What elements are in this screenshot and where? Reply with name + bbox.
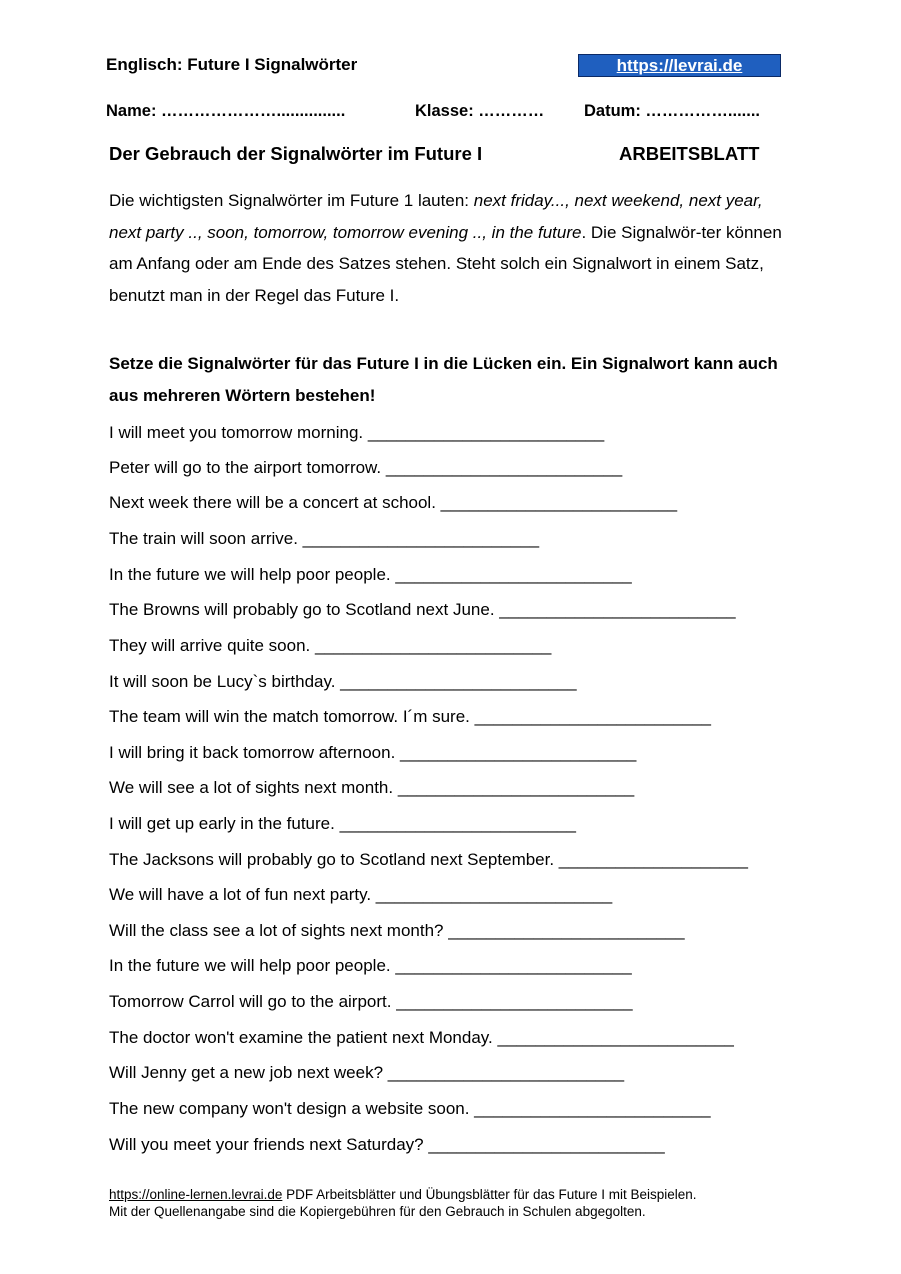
exercise-sentence-14: We will have a lot of fun next party. _________________________	[109, 885, 613, 904]
exercise-sentence-9: The team will win the match tomorrow. I´m sure. _________________________	[109, 707, 711, 726]
worksheet-label: ARBEITSBLATT	[619, 143, 760, 164]
footer-line-1	[109, 1186, 697, 1203]
footer-text-1: PDF Arbeitsblätter und Übungsblätter für das Future I mit Beispielen.	[282, 1187, 697, 1202]
exercise-sentence-7: They will arrive quite soon. _________________________	[109, 636, 552, 655]
exercise-sentence-16: In the future we will help poor people. _________________________	[109, 956, 632, 975]
exercise-sentence-1: I will meet you tomorrow morning. _________________________	[109, 423, 605, 442]
intro-text-1: Die wichtigsten Signalwörter im Future 1 lauten:	[109, 191, 474, 210]
footer-line-2: Mit der Quellenangabe sind die Kopiergebühren für den Gebrauch in Schulen abgegolten.	[109, 1204, 646, 1219]
class-field: Klasse: …………	[415, 102, 545, 120]
levrai-link[interactable]: https://levrai.de	[578, 54, 781, 77]
exercise-sentence-12: I will get up early in the future. _________________________	[109, 814, 576, 833]
exercise-sentence-2: Peter will go to the airport tomorrow. _________________________	[109, 458, 623, 477]
exercise-sentence-11: We will see a lot of sights next month. _________________________	[109, 778, 635, 797]
exercise-sentence-19: Will Jenny get a new job next week? _________________________	[109, 1063, 625, 1082]
exercise-sentence-3: Next week there will be a concert at school. _________________________	[109, 493, 678, 512]
footer	[109, 1186, 697, 1220]
date-field: Datum: …………….......	[584, 102, 761, 120]
page-heading: Der Gebrauch der Signalwörter im Future I	[109, 143, 483, 164]
footer-link[interactable]: https://online-lernen.levrai.de	[109, 1187, 283, 1202]
exercise-sentence-15: Will the class see a lot of sights next month? _________________________	[109, 921, 685, 940]
exercise-sentence-6: The Browns will probably go to Scotland next June. _________________________	[109, 600, 736, 619]
exercise-sentence-8: It will soon be Lucy`s birthday. _________________________	[109, 672, 577, 691]
intro-paragraph	[109, 185, 793, 311]
exercise-sentence-13: The Jacksons will probably go to Scotland next September. ____________________	[109, 850, 748, 869]
exercise-sentence-18: The doctor won't examine the patient next Monday. _________________________	[109, 1028, 734, 1047]
exercise-sentence-10: I will bring it back tomorrow afternoon. _________________________	[109, 743, 637, 762]
intro-signal-words: next friday..., next weekend, next year, next party .., soon, tomorrow, tomorrow evening .., in the future	[109, 191, 763, 242]
exercise-sentence-4: The train will soon arrive. _________________________	[109, 529, 540, 548]
exercise-sentence-21: Will you meet your friends next Saturday? _________________________	[109, 1135, 665, 1154]
exercise-sentence-20: The new company won't design a website soon. _________________________	[109, 1099, 711, 1118]
intro-text-2: . Die Signalwör-ter können am Anfang oder am Ende des Satzes stehen. Steht solch ein Signalwort in einem Satz, benutzt man in der Regel das Future I.	[109, 222, 782, 305]
exercise-instruction: Setze die Signalwörter für das Future I in die Lücken ein. Ein Signalwort kann auch aus mehreren Wörtern bestehen!	[109, 354, 778, 405]
exercise-sentence-17: Tomorrow Carrol will go to the airport. _________________________	[109, 992, 633, 1011]
name-field: Name: …………………...............	[106, 102, 346, 120]
exercise-sentence-5: In the future we will help poor people. _________________________	[109, 565, 632, 584]
document-title: Englisch: Future I Signalwörter	[106, 55, 358, 74]
